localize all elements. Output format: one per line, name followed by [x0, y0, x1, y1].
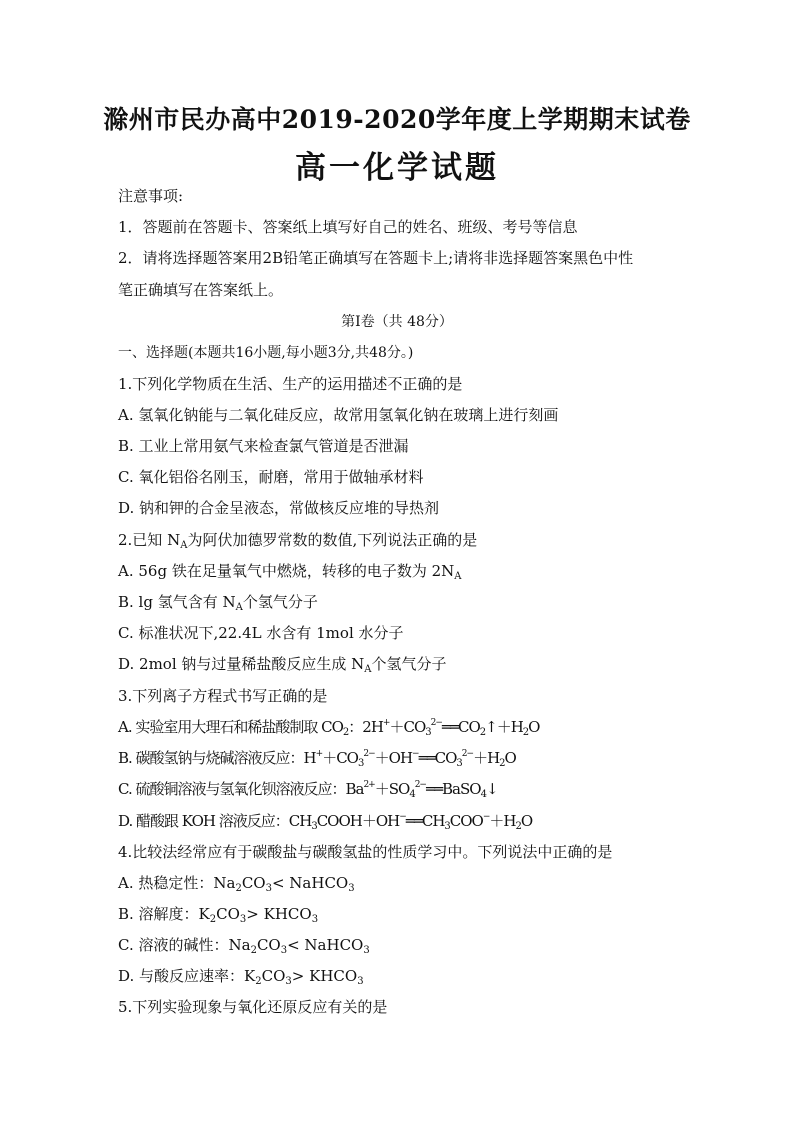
- exam-subtitle: 高一化学试题: [295, 150, 499, 186]
- q4-c-sub-1: 2: [250, 945, 257, 956]
- q3-d-eq5: O: [520, 812, 533, 830]
- q2-a-text: A. 56g 铁在足量氧气中燃烧，转移的电子数为 2N: [118, 562, 455, 580]
- q4-d-pre: D. 与酸反应速率：K: [118, 967, 256, 985]
- q2-option-c: C. 标准状况下,22.4L 水含有 1mol 水分子: [118, 624, 404, 642]
- q4-d-mid: CO: [261, 967, 286, 985]
- q3-b-text: B. 碳酸氢钠与烧碱溶液反应：H: [118, 749, 316, 767]
- q1-option-c: C. 氧化铝俗名刚玉，耐磨，常用于做轴承材料: [118, 468, 424, 486]
- q4-d-post: > KHCO: [291, 967, 358, 985]
- q2-d-post: 个氢气分子: [371, 655, 447, 673]
- q3-b-eq4: ＋H: [473, 749, 500, 767]
- q4-b-sub-1: 2: [209, 914, 217, 925]
- q2-stem-pre: 2.已知 N: [118, 531, 181, 549]
- q3-option-a: [118, 717, 539, 737]
- q2-stem-post: 为阿伏加德罗常数的数值,下列说法正确的是: [187, 531, 478, 549]
- q4-a-mid: CO: [241, 874, 266, 892]
- q3-b-eq2: ＋OH: [374, 749, 413, 767]
- q3-a-eq3: ══CO: [441, 718, 480, 736]
- q2-option-a: [118, 561, 462, 581]
- notes-heading: 注意事项:: [118, 187, 184, 205]
- q4-a-pre: A. 热稳定性：Na: [118, 874, 236, 892]
- q3-d-text: D. 醋酸跟 KOH 溶液反应：CH: [118, 812, 312, 830]
- q4-option-b: [118, 904, 318, 924]
- part-title: 一、选择题(本题共16小题,每小题3分,共48分。): [118, 345, 414, 361]
- q2-d-sub: A: [364, 664, 372, 675]
- exam-title: 滁州市民办高中2019-2020学年度上学期期末试卷: [103, 105, 691, 134]
- q1-option-d: D. 钠和钾的合金呈液态，常做核反应堆的导热剂: [118, 499, 440, 517]
- q3-b-h2o-sub: 2: [499, 758, 505, 769]
- q3-c-eq3: ↓: [485, 780, 498, 798]
- note-item-2-line-2: 笔正确填写在答案纸上。: [118, 281, 284, 299]
- q4-d-sub-3: 3: [357, 976, 364, 987]
- q3-stem: 3.下列离子方程式书写正确的是: [118, 687, 328, 705]
- q3-option-b: [118, 748, 516, 768]
- q2-b-post: 个氢气分子: [242, 593, 318, 611]
- q4-c-post: < NaHCO: [287, 936, 364, 954]
- q3-a-co3-sub: 3: [425, 727, 431, 738]
- q3-c-baso4-sub: 4: [480, 789, 486, 800]
- q3-b-oh-charge: −: [412, 749, 419, 759]
- q3-a-text: A. 实验室用大理石和稀盐酸制取 CO: [118, 718, 343, 736]
- q2-d-text: D. 2mol 钠与过量稀盐酸反应生成 N: [118, 655, 365, 673]
- q3-a-co2-sub: 2: [479, 727, 486, 738]
- q3-d-ch3-sub-2: 3: [444, 821, 450, 832]
- q3-b-eq3: ══CO: [418, 749, 457, 767]
- note-item-2-line-1: 2．请将选择题答案用2B铅笔正确填写在答题卡上;请将非选择题答案黑色中性: [118, 249, 634, 267]
- q3-b-co3-charge: 2−: [363, 749, 375, 759]
- q4-d-sub-2: 3: [285, 976, 292, 987]
- q4-a-sub-1: 2: [235, 883, 242, 894]
- q3-b-h-charge: +: [315, 749, 323, 759]
- q3-d-h2o-sub: 2: [515, 821, 521, 832]
- q3-a-eq1: ：2H: [348, 718, 383, 736]
- q4-b-sub-3: 3: [311, 914, 319, 925]
- q3-c-text: C. 硫酸铜溶液与氢氧化钡溶液反应：Ba: [118, 780, 364, 798]
- q3-c-eq2: ══BaSO: [425, 780, 481, 798]
- q3-d-oh-charge: −: [399, 812, 406, 822]
- q4-c-mid: CO: [256, 936, 281, 954]
- q2-option-d: [118, 654, 447, 674]
- volume-title: 第I卷（共 48分）: [341, 314, 453, 330]
- q3-a-eq4: ↑＋H: [485, 718, 523, 736]
- q3-a-h2o-sub: 2: [522, 727, 529, 738]
- q3-b-eq5: O: [504, 749, 516, 767]
- q3-d-eq3: COO: [449, 812, 483, 830]
- q3-a-eq2: ＋CO: [389, 718, 426, 736]
- q4-option-a: [118, 873, 355, 893]
- q3-b-co3-sub-2: 3: [456, 758, 462, 769]
- q2-b-sub: A: [235, 602, 243, 613]
- note-item-1: 1．答题前在答题卡、答案纸上填写好自己的姓名、班级、考号等信息: [118, 218, 578, 236]
- q2-option-b: [118, 592, 318, 612]
- q4-a-sub-2: 3: [265, 883, 272, 894]
- q3-option-c: [118, 779, 498, 799]
- q1-option-a: A. 氢氧化钠能与二氧化硅反应，故常用氢氧化钠在玻璃上进行刻画: [118, 406, 559, 424]
- q4-b-sub-2: 3: [239, 914, 247, 925]
- q4-d-sub-1: 2: [255, 976, 262, 987]
- q5-stem: 5.下列实验现象与氧化还原反应有关的是: [118, 998, 388, 1016]
- q3-b-co3-charge-2: 2−: [461, 749, 474, 759]
- q3-c-so4-charge: 2−: [414, 780, 426, 790]
- q1-stem: 1.下列化学物质在生活、生产的运用描述不正确的是: [118, 375, 463, 393]
- q3-c-so4-sub: 4: [409, 789, 415, 800]
- q4-b-mid: CO: [216, 905, 240, 923]
- q3-d-ch3-sub: 3: [311, 821, 317, 832]
- q4-c-pre: C. 溶液的碱性：Na: [118, 936, 251, 954]
- q4-option-c: [118, 935, 370, 955]
- q3-d-eq1: COOH＋OH: [316, 812, 400, 830]
- q3-a-eq5: O: [528, 718, 540, 736]
- q3-c-eq1: ＋SO: [374, 780, 410, 798]
- q3-a-sub-2: 2: [342, 727, 349, 738]
- q2-stem: [118, 530, 477, 550]
- q1-option-b: B. 工业上常用氨气来检查氯气管道是否泄漏: [118, 437, 409, 455]
- q3-b-co3-sub: 3: [357, 758, 364, 769]
- q3-b-eq1: ＋CO: [322, 749, 358, 767]
- q4-a-sub-3: 3: [348, 883, 355, 894]
- q2-a-sub: A: [454, 571, 462, 582]
- q4-option-d: [118, 966, 364, 986]
- q4-c-sub-3: 3: [363, 945, 370, 956]
- q2-stem-sub: A: [180, 540, 188, 551]
- q3-d-eq2: ══CH: [405, 812, 445, 830]
- q3-option-d: [118, 811, 532, 831]
- q3-a-h-charge: +: [382, 718, 390, 728]
- q4-b-pre: B. 溶解度：K: [118, 905, 210, 923]
- q4-b-post: > KHCO: [246, 905, 312, 923]
- q4-c-sub-2: 3: [280, 945, 288, 956]
- q3-d-coo-charge: −: [482, 812, 490, 822]
- q3-a-co3-charge: 2−: [430, 718, 442, 728]
- q4-stem: 4.比较法经常应有于碳酸盐与碳酸氢盐的性质学习中。下列说法中正确的是: [118, 843, 613, 861]
- q3-d-eq4: ＋H: [489, 812, 516, 830]
- q3-c-ba-charge: 2+: [363, 780, 375, 790]
- q2-b-text: B. lg 氢气含有 N: [118, 593, 236, 611]
- q4-a-post: < NaHCO: [271, 874, 349, 892]
